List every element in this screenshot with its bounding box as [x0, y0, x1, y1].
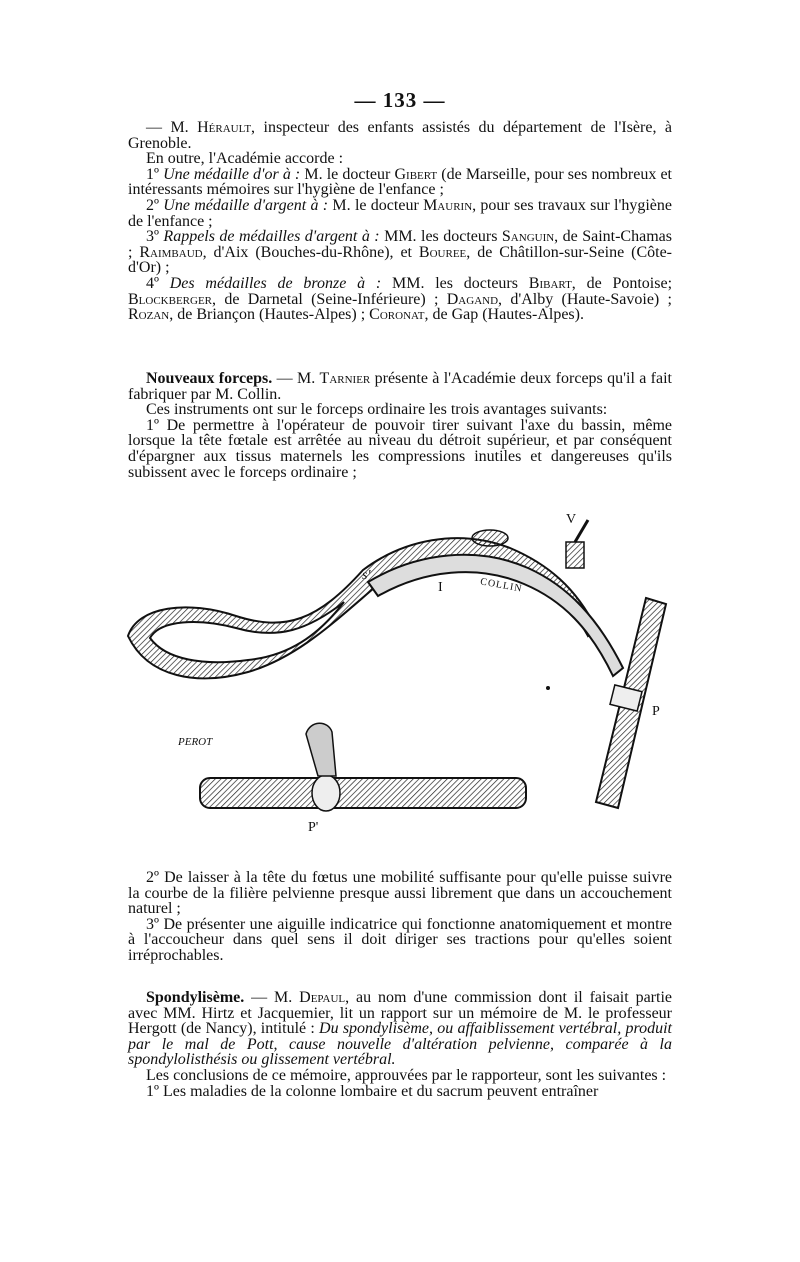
forceps-intro	[128, 371, 672, 402]
forceps-advantages-continued	[128, 870, 672, 964]
award-title: Une médaille d'argent à :	[163, 196, 329, 214]
figure-label-p-prime: P'	[308, 820, 319, 835]
award-text: de Pontoise;	[575, 274, 673, 292]
traction-collar	[312, 775, 340, 811]
award-text: de Gap (Hautes-Alpes).	[428, 306, 584, 324]
forceps-engraving	[118, 508, 678, 848]
forceps-pre: — M.	[272, 370, 320, 387]
award-pre: M. le docteur	[328, 196, 424, 214]
award-title: Des médailles de bronze à :	[169, 274, 382, 292]
section-heading-spondylisme: Spondylisème.	[146, 989, 245, 1006]
forceps-advantages: Ces instruments ont sur le forceps ordinaire les trois avantages suivants:	[146, 401, 608, 419]
name-raimbaud: Raimbaud,	[139, 243, 207, 261]
spondylisme-section	[128, 990, 672, 1099]
award-text: (de Marseille, pour ses nombreux et intéressants mémoires sur l'hygiène de l'enfance ;	[128, 165, 673, 199]
award-bronze	[128, 276, 672, 323]
figure-label-i: I	[438, 580, 443, 595]
spondy-conclusions: Les conclusions de ce mémoire, approuvées par le rapporteur, sont les suivantes :	[146, 1066, 667, 1084]
award-text: pour ses travaux sur l'hygiène de l'enfance ;	[128, 196, 673, 230]
forceps-shank	[368, 555, 623, 676]
dash: — M.	[146, 119, 198, 136]
memoir-title: Du spondylisème, ou affaiblissement vertébral, produit par le mal de Pott, cause nouvelle d'altération pelvienne, comparée à la spondylolisthésis ou glissement vertébral.	[128, 1020, 672, 1069]
award-number: 2º	[146, 196, 164, 214]
spondy-conclusion-1: 1º Les maladies de la colonne lombaire et du sacrum peuvent entraîner	[146, 1082, 599, 1100]
engraver-signature: PEROT	[178, 736, 213, 748]
forceps-section	[128, 371, 672, 480]
spondy-intro	[128, 990, 672, 1068]
award-pre: MM. les docteurs	[379, 228, 502, 246]
name-dagand: Dagand,	[446, 290, 503, 308]
name-bibart: Bibart,	[528, 274, 576, 292]
traction-stem	[306, 723, 336, 776]
award-number: 4º	[146, 274, 170, 292]
figure-label-v: V	[566, 512, 577, 527]
award-gold	[128, 167, 672, 198]
name-bouree: Bouree,	[418, 243, 471, 261]
award-number: 3º	[146, 228, 164, 246]
spondy-pre: — M.	[244, 989, 300, 1006]
award-text: de Châtillon-sur-Seine (Côte-d'Or) ;	[128, 243, 672, 277]
award-silver	[128, 198, 672, 229]
name-tarnier: Tarnier	[319, 370, 371, 387]
name-rozan: Rozan,	[128, 306, 174, 324]
award-silver-recall	[128, 229, 672, 276]
award-title: Une médaille d'or à :	[163, 165, 301, 183]
figure-label-p: P	[652, 704, 660, 719]
spondy-text: au nom d'une commission dont il faisait partie avec MM. Hirtz et Jacquemier, lit un rapport sur un mémoire de M. le professeur Hergott (de Nancy), intitulé :	[128, 989, 672, 1038]
name-sanguin: Sanguin,	[501, 228, 559, 246]
dot-marker	[546, 686, 550, 690]
section-heading-forceps: Nouveaux forceps.	[146, 370, 273, 387]
name-maurin: Maurin,	[423, 196, 477, 214]
herault-text: inspecteur des enfants assistés du département de l'Isère, à Grenoble.	[128, 119, 673, 152]
figure-label-collin: COLLIN	[479, 576, 524, 595]
awards-section	[128, 120, 672, 323]
name-gibert: Gibert	[394, 165, 438, 183]
award-text: d'Alby (Haute-Savoie) ;	[502, 290, 673, 308]
award-pre: M. le docteur	[300, 165, 395, 183]
forceps-text: présente à l'Académie deux forceps qu'il a fait fabriquer par M. Collin.	[128, 370, 673, 403]
award-text: de Saint-Chamas ;	[128, 228, 672, 261]
forceps-illustration	[118, 508, 678, 848]
award-text: d'Aix (Bouches-du-Rhône), et	[206, 243, 419, 261]
award-title: Rappels de médailles d'argent à :	[163, 228, 380, 246]
forceps-advantage-3: 3º De présenter une aiguille indicatrice qui fonctionne anatomiquement et montre à l'accoucheur dans quel sens il doit diriger ses tractions pour qu'elles soient irréprochables.	[128, 915, 672, 964]
name-herault: Hérault,	[197, 119, 256, 136]
forceps-advantage-2: 2º De laisser à la tête du fœtus une mobilité suffisante pour qu'elle puisse suivre la courbe de la filière pelvienne presque aussi librement que dans un accouchement naturel ;	[128, 869, 672, 918]
forceps-advantage-1: 1º De permettre à l'opérateur de pouvoir tirer suivant l'axe du bassin, même lorsque la tête fœtale est arrêtée au niveau du détroit supérieur, et par conséquent d'épargner aux tissus maternels les compressions inutiles et dangereuses qu'ils subissent avec le forceps ordinaire ;	[128, 416, 672, 481]
award-pre: MM. les docteurs	[381, 274, 529, 292]
name-depaul: Depaul,	[299, 989, 350, 1006]
paragraph-intro: En outre, l'Académie accorde :	[146, 150, 344, 168]
figure-label-s: s'	[362, 568, 371, 583]
pivot-knob	[472, 530, 508, 546]
name-blockberger: Blockberger,	[128, 290, 217, 308]
name-coronat: Coronat,	[369, 306, 429, 324]
award-text: de Briançon (Hautes-Alpes) ;	[173, 306, 370, 324]
traction-bar	[200, 778, 526, 808]
award-text: de Darnetal (Seine-Inférieure) ;	[216, 290, 447, 308]
page-number: — 133 —	[354, 88, 446, 112]
paragraph-herault	[128, 120, 672, 151]
award-number: 1º	[146, 165, 164, 183]
